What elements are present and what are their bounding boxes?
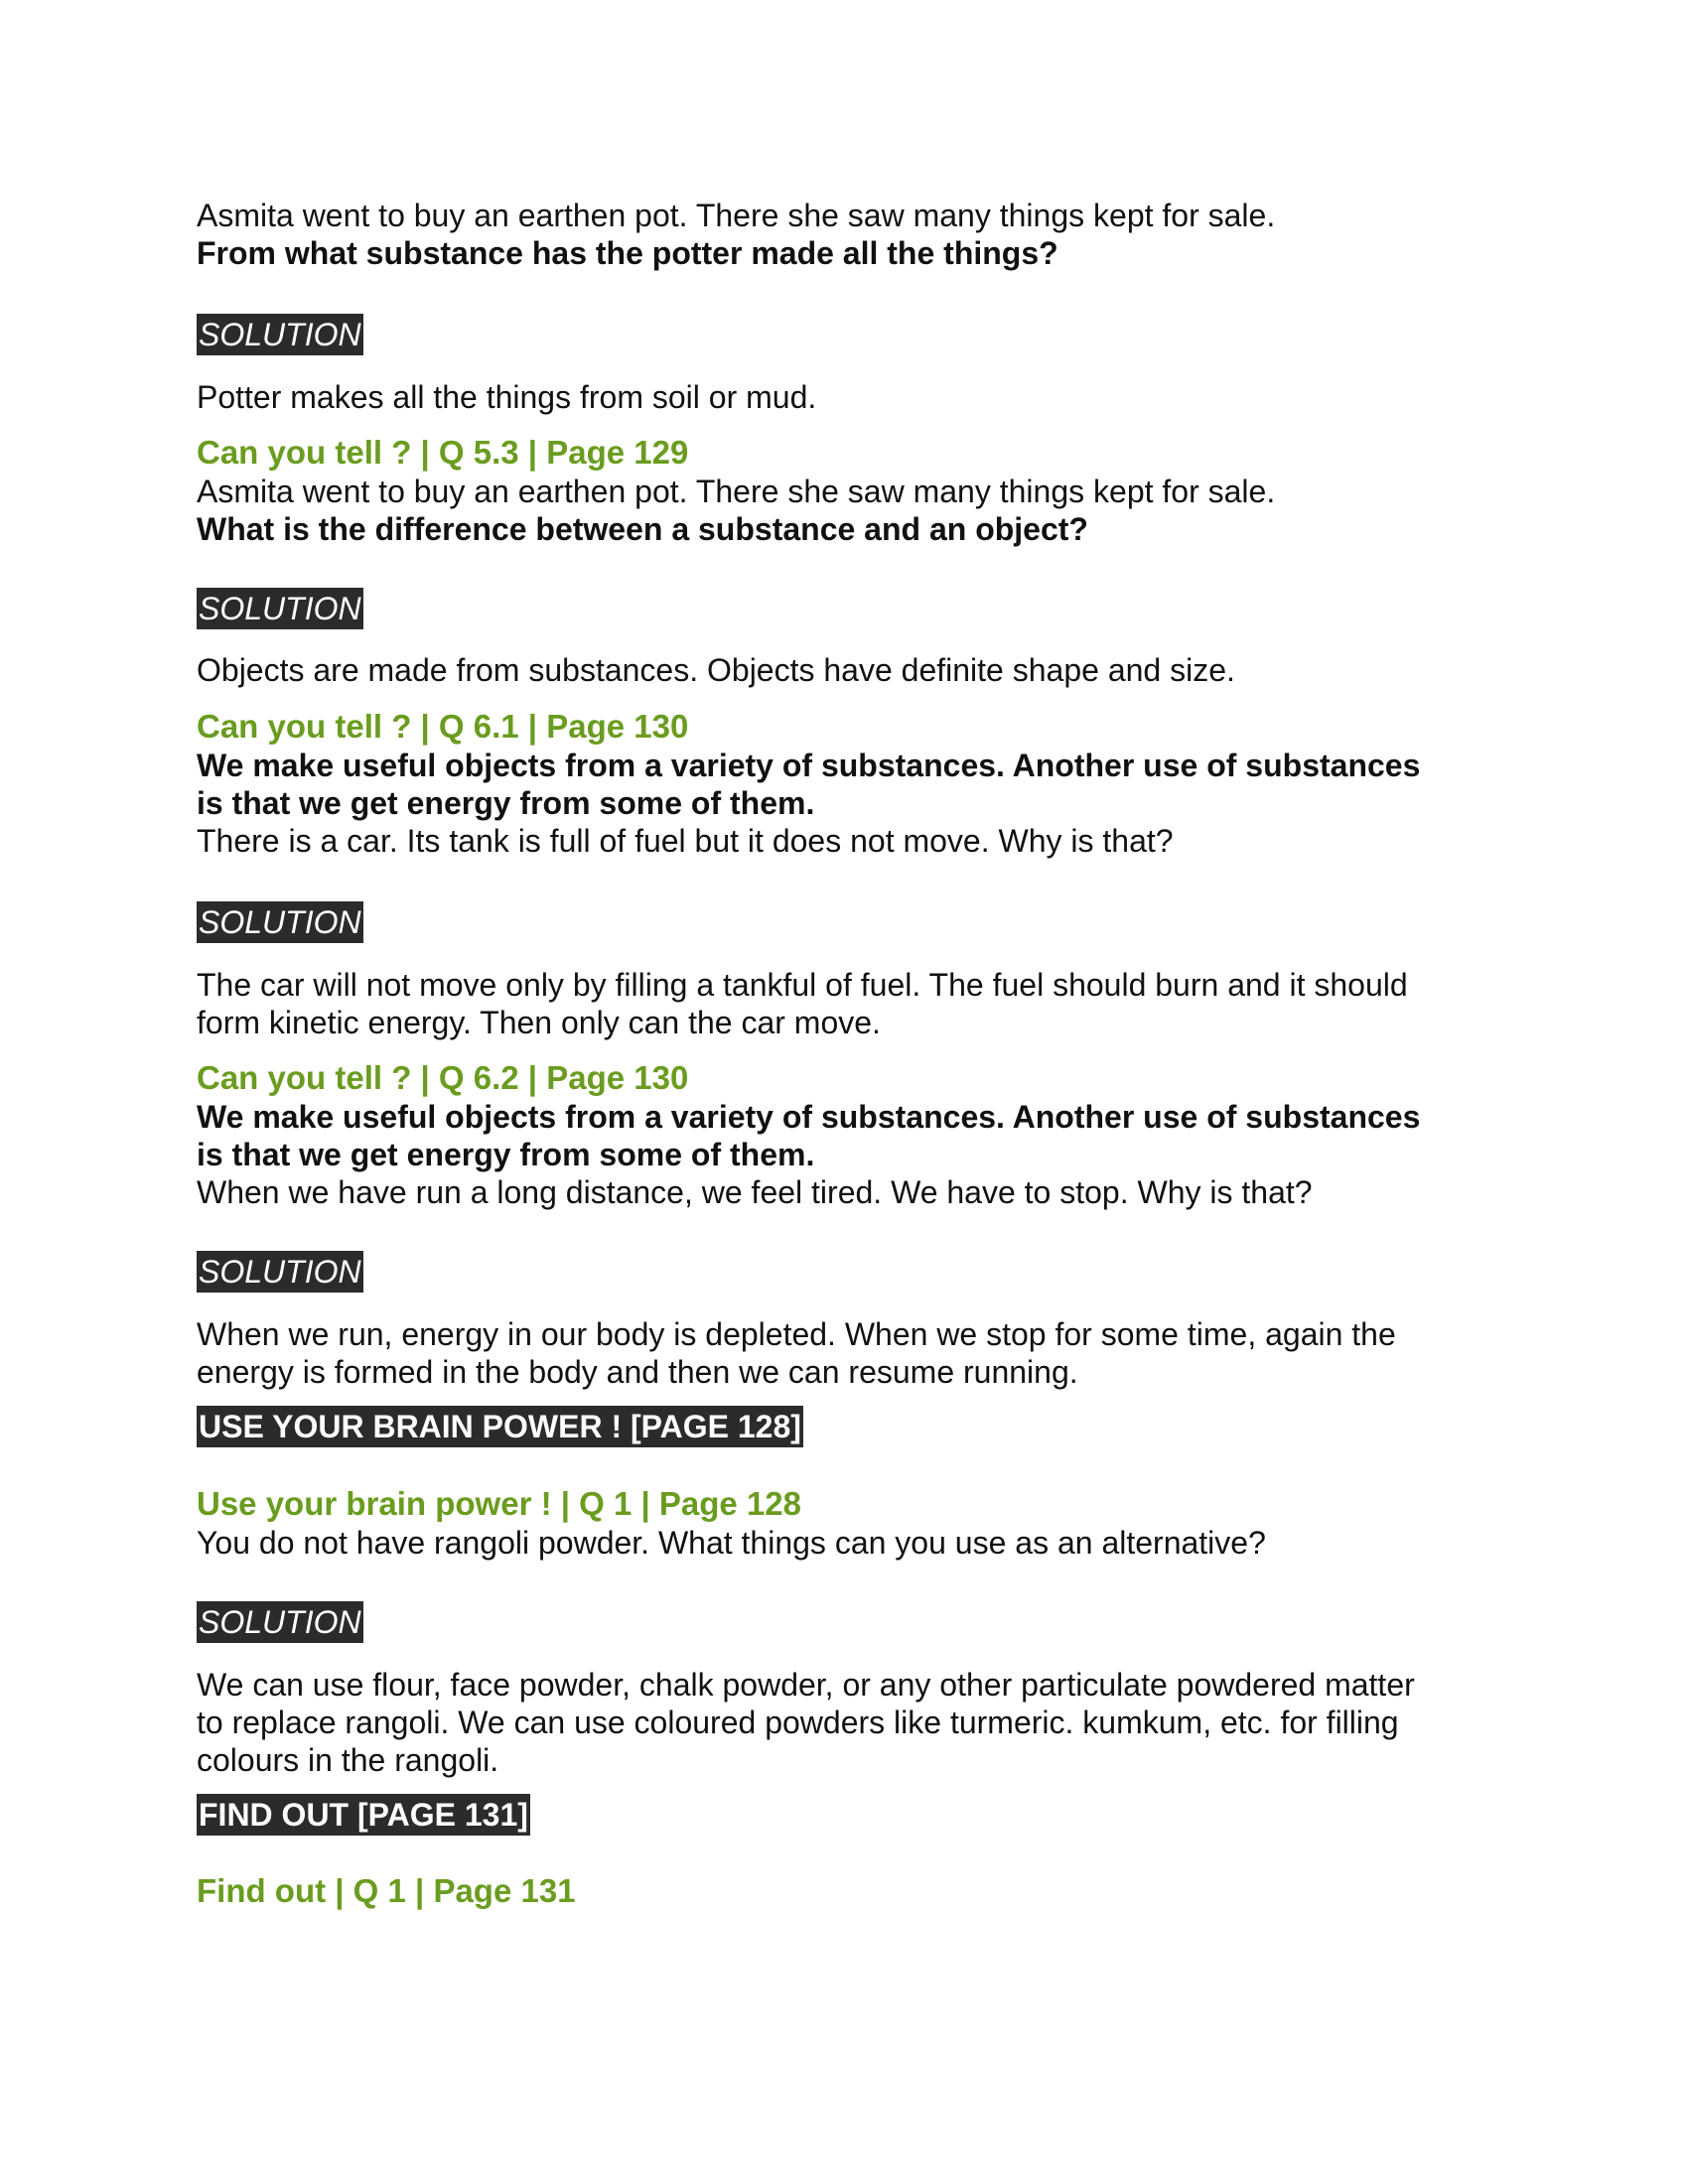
question-context: We make useful objects from a variety of substances. Another use of substances	[197, 748, 1421, 783]
section-heading-wrap	[197, 1406, 803, 1449]
question-heading: Can you tell ? | Q 6.2 | Page 130	[197, 1059, 689, 1096]
question-text: Asmita went to buy an earthen pot. There she saw many things kept for sale.	[197, 198, 1276, 233]
question-heading: Use your brain power ! | Q 1 | Page 128	[197, 1485, 802, 1522]
question-context: is that we get energy from some of them.	[197, 1137, 815, 1172]
solution-label-wrap	[197, 901, 363, 945]
answer-text: Objects are made from substances. Objects have definite shape and size.	[197, 652, 1235, 688]
answer-text: We can use flour, face powder, chalk powder, or any other particulate powdered matter	[197, 1667, 1415, 1703]
question-text: You do not have rangoli powder. What things can you use as an alternative?	[197, 1525, 1266, 1561]
question-prompt: From what substance has the potter made all the things?	[197, 235, 1058, 271]
answer-text: The car will not move only by filling a tankful of fuel. The fuel should burn and it should	[197, 967, 1408, 1003]
solution-label-wrap	[197, 1251, 363, 1295]
answer-text: to replace rangoli. We can use coloured powders like turmeric. kumkum, etc. for filling	[197, 1705, 1399, 1740]
question-context: We make useful objects from a variety of substances. Another use of substances	[197, 1099, 1421, 1135]
section-heading: FIND OUT [PAGE 131]	[197, 1794, 530, 1836]
question-text: When we have run a long distance, we feel tired. We have to stop. Why is that?	[197, 1174, 1313, 1210]
solution-label-wrap	[197, 314, 363, 357]
section-heading-wrap	[197, 1794, 530, 1838]
answer-text: form kinetic energy. Then only can the car move.	[197, 1005, 881, 1040]
question-heading: Can you tell ? | Q 5.3 | Page 129	[197, 434, 689, 471]
section-heading: USE YOUR BRAIN POWER ! [PAGE 128]	[197, 1406, 803, 1447]
solution-label: SOLUTION	[197, 1601, 363, 1643]
solution-label: SOLUTION	[197, 901, 363, 943]
question-prompt: What is the difference between a substance and an object?	[197, 511, 1088, 547]
question-block-intro	[197, 197, 1275, 272]
solution-label-wrap	[197, 588, 363, 631]
question-heading: Find out | Q 1 | Page 131	[197, 1872, 576, 1909]
solution-label: SOLUTION	[197, 314, 363, 355]
solution-label: SOLUTION	[197, 588, 363, 629]
solution-label: SOLUTION	[197, 1251, 363, 1293]
question-text: Asmita went to buy an earthen pot. There she saw many things kept for sale.	[197, 474, 1276, 509]
answer-text: When we run, energy in our body is depleted. When we stop for some time, again the	[197, 1316, 1396, 1352]
question-heading: Can you tell ? | Q 6.1 | Page 130	[197, 708, 689, 745]
question-context: is that we get energy from some of them.	[197, 785, 815, 821]
question-text: There is a car. Its tank is full of fuel but it does not move. Why is that?	[197, 823, 1174, 859]
answer-text: colours in the rangoli.	[197, 1742, 499, 1778]
answer-text: Potter makes all the things from soil or mud.	[197, 379, 817, 415]
solution-label-wrap	[197, 1601, 363, 1645]
answer-text: energy is formed in the body and then we can resume running.	[197, 1354, 1078, 1390]
